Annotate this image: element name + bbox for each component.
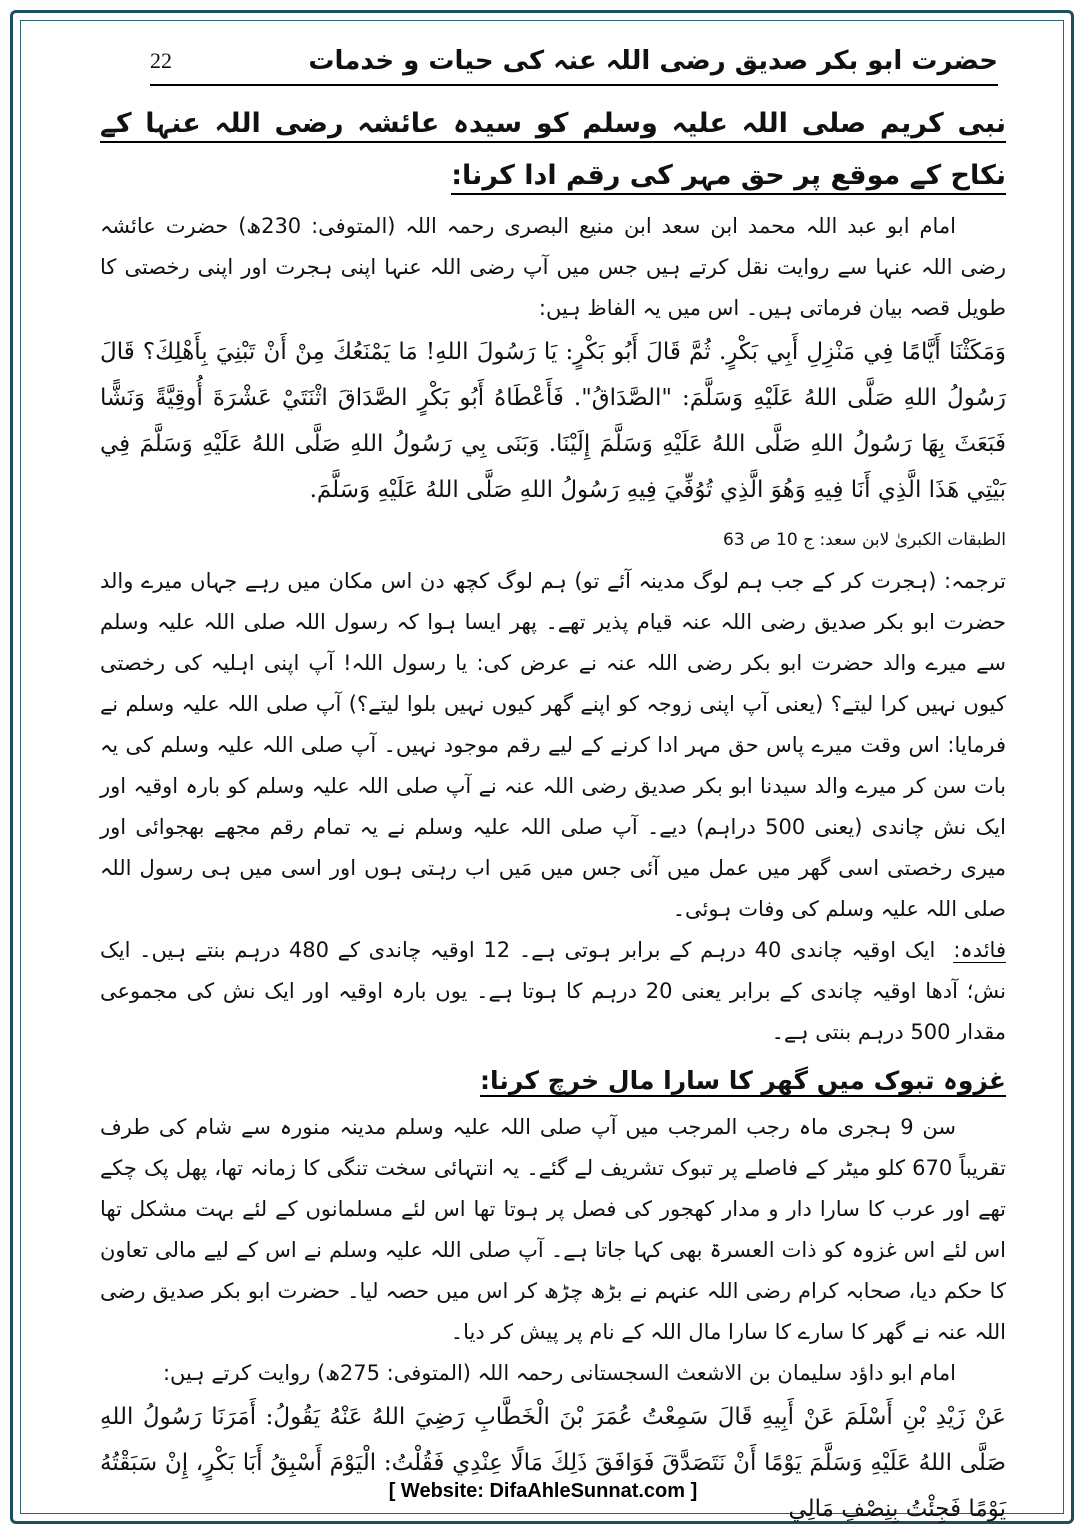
running-header (150, 36, 998, 86)
arabic-hadith-2: عَنْ زَيْدِ بْنِ أَسْلَمَ عَنْ أَبِيهِ قَالَ سَمِعْتُ عُمَرَ بْنَ الْخَطَّابِ رَضِيَ اللهُ عَنْهُ يَقُولُ: أَمَرَنَا رَسُولُ اللهِ صَلَّى اللهُ عَلَيْهِ وَسَلَّمَ يَوْمًا أَنْ نَتَصَدَّقَ فَوَافَقَ ذَلِكَ مَالًا عِنْدِي فَقُلْتُ: الْيَوْمَ أَسْبِقُ أَبَا بَكْرٍ، إِنْ سَبَقْتُهُ يَوْمًا فَجِئْتُ بِنِصْفِ مَالِي (100, 1404, 1006, 1522)
section-heading-tabuk-text: غزوہ تبوک میں گھر کا سارا مال خرچ کرنا: (480, 1066, 1006, 1095)
intro-paragraph-abu-dawood: امام ابو داؤد سلیمان بن الاشعث السجستانی رحمہ اللہ (المتوفی: 275ھ) روایت کرتے ہیں: (162, 1361, 956, 1385)
page-number: 22 (150, 48, 172, 73)
book-title: حضرت ابو بکر صدیق رضی اللہ عنہ کی حیات و خدمات (308, 46, 998, 76)
benefit-note (100, 930, 1006, 1053)
reference-citation: الطبقات الکبریٰ لابن سعد: ج 10 ص 63 (723, 530, 1006, 550)
benefit-note-label: فائدہ: (953, 938, 1006, 962)
arabic-hadith-1: وَمَكَثْنَا أَيَّامًا فِي مَنْزِلِ أَبِي بَكْرٍ. ثُمَّ قَالَ أَبُو بَكْرٍ: يَا رَسُولَ اللهِ! مَا يَمْنَعُكَ مِنْ أَنْ تَبْنِيَ بِأَهْلِكَ؟ قَالَ رَسُولُ اللهِ صَلَّى اللهُ عَلَيْهِ وَسَلَّمَ: "الصَّدَاقُ". فَأَعْطَاهُ أَبُو بَكْرٍ الصَّدَاقَ اثْنَتَيْ عَشْرَةَ أُوقِيَّةً وَنَشًّا فَبَعَثَ بِهَا رَسُولُ اللهِ صَلَّى اللهُ عَلَيْهِ وَسَلَّمَ إِلَيْنَا. وَبَنَى بِي رَسُولُ اللهِ صَلَّى اللهُ عَلَيْهِ وَسَلَّمَ فِي بَيْتِي هَذَا الَّذِي أَنَا فِيهِ وَهُوَ الَّذِي تُوُفِّيَ فِيهِ رَسُولُ اللهِ صَلَّى اللهُ عَلَيْهِ وَسَلَّمَ. (100, 339, 1006, 503)
intro-paragraph-ibn-saad: امام ابو عبد اللہ محمد ابن سعد ابن منیع البصری رحمہ اللہ (المتوفی: 230ھ) حضرت عائشہ رضی اللہ عنہا سے روایت نقل کرتے ہیں جس میں آپ رضی اللہ عنہا اپنی ہجرت اور اپنی رخصتی کا طویل قصہ بیان فرماتی ہیں۔ اس میں یہ الفاظ ہیں: (100, 214, 1006, 320)
section-heading-mahr (100, 98, 1006, 202)
header-rule (150, 84, 998, 86)
translation-paragraph: ترجمہ: (ہجرت کر کے جب ہم لوگ مدینہ آئے تو) ہم لوگ کچھ دن اس مکان میں رہے جہاں میرے والد حضرت ابو بکر صدیق رضی اللہ عنہ قیام پذیر تھے۔ پھر ایسا ہوا کہ رسول اللہ صلی اللہ علیہ وسلم سے میرے والد حضرت ابو بکر رضی اللہ عنہ نے عرض کی: یا رسول اللہ! آپ اپنی اہلیہ کی رخصتی کیوں نہیں کرا لیتے؟ (یعنی آپ اپنی زوجہ کو اپنے گھر کیوں نہیں بلوا لیتے؟) آپ صلی اللہ علیہ وسلم نے فرمایا: اس وقت میرے پاس حق مہر ادا کرنے کے لیے رقم موجود نہیں۔ آپ صلی اللہ علیہ وسلم کی یہ بات سن کر میرے والد سیدنا ابو بکر صدیق رضی اللہ عنہ نے آپ صلی اللہ علیہ وسلم کو بارہ اوقیہ اور ایک نش چاندی (یعنی 500 دراہم) دیے۔ آپ صلی اللہ علیہ وسلم نے یہ تمام رقم مجھے بھجوائی اور میری رخصتی اسی گھر میں عمل میں آئی جس میں مَیں اب رہتی ہوں اور اسی میں ہی رسول اللہ صلی اللہ علیہ وسلم کی وفات ہوئی۔ (100, 569, 1006, 921)
benefit-note-text: ایک اوقیہ چاندی 40 درہم کے برابر ہوتی ہے۔ 12 اوقیہ چاندی کے 480 درہم بنتے ہیں۔ ایک نش؛ آدھا اوقیہ چاندی کے برابر یعنی 20 درہم کا ہوتا ہے۔ یوں بارہ اوقیہ اور ایک نش کی مجموعی مقدار 500 درہم بنتی ہے۔ (100, 938, 1006, 1044)
section-heading-mahr-text: نبی کریم صلی اللہ علیہ وسلم کو سیدہ عائشہ رضی اللہ عنہا کے نکاح کے موقع پر حق مہر کی رقم ادا کرنا: (100, 108, 1006, 195)
website-footer: [ Website: DifaAhleSunnat.com ] (388, 1480, 698, 1502)
section-heading-tabuk (100, 1057, 1006, 1105)
tabuk-paragraph: سن 9 ہجری ماہ رجب المرجب میں آپ صلی اللہ علیہ وسلم مدینہ منورہ سے شام کی طرف تقریباً 670 کلو میٹر کے فاصلے پر تبوک تشریف لے گئے۔ یہ انتہائی سخت تنگی کا زمانہ تھا، پھل پک چکے تھے اور عرب کا سارا دار و مدار کھجور کی فصل پر ہوتا تھا اس لئے مسلمانوں کے لئے بہت مشکل تھا اس لئے اس غزوہ کو ذات العسرۃ بھی کہا جاتا ہے۔ آپ صلی اللہ علیہ وسلم نے اس کے لیے مالی تعاون کا حکم دیا، صحابہ کرام رضی اللہ عنہم نے بڑھ چڑھ کر اس میں حصہ لیا۔ حضرت ابو بکر صدیق رضی اللہ عنہ نے گھر کا سارے کا سارا مال اللہ کے نام پر پیش کر دیا۔ (100, 1115, 1006, 1344)
